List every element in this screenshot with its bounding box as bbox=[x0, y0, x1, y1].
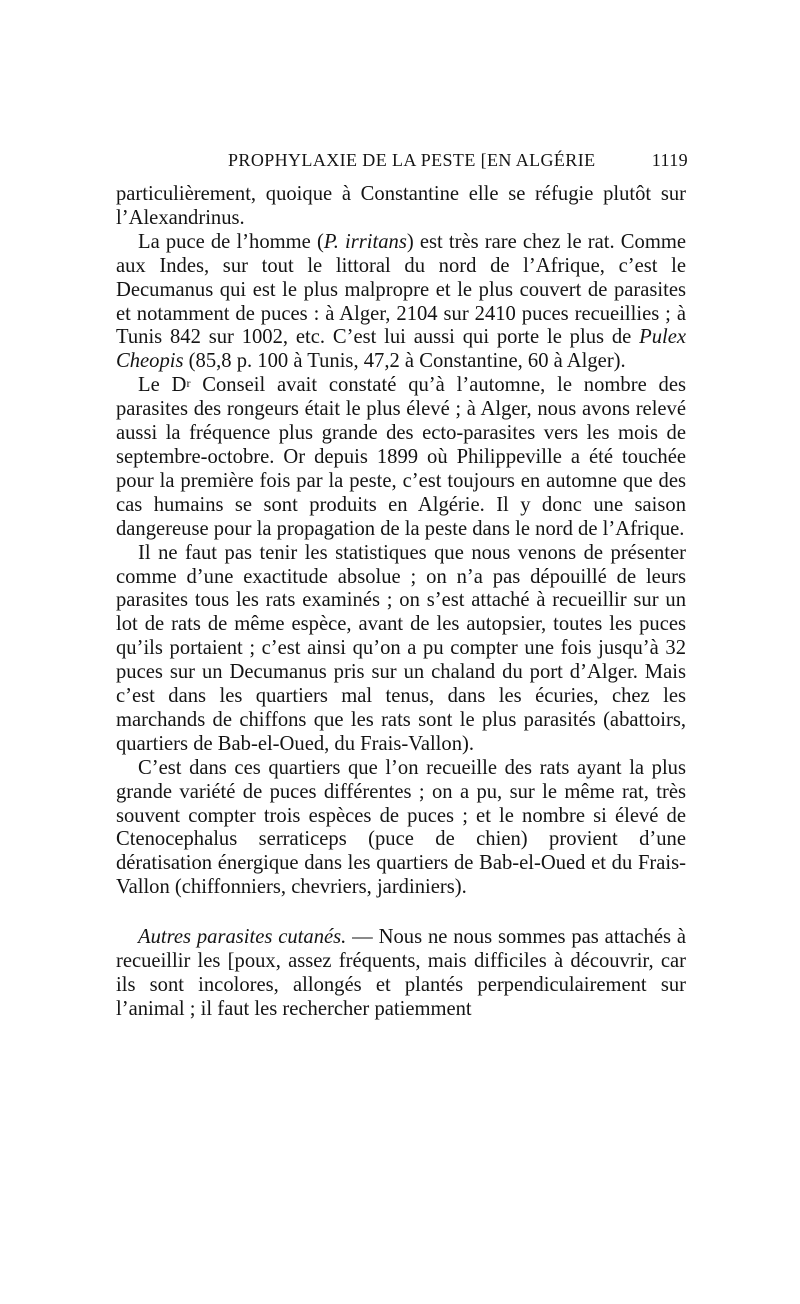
superscript: r bbox=[186, 376, 191, 391]
species-name-italic: Pulex Cheopis bbox=[116, 326, 686, 373]
species-name-italic: P. irritans bbox=[323, 230, 407, 253]
page-number: 1119 bbox=[651, 150, 688, 170]
paragraph-statistiques bbox=[116, 542, 686, 757]
paragraph-text: ) est très rare chez le rat. Comme aux Indes, sur tout le littoral du nord de l’Afrique, c’est le Decumanus qui est le plus malpropre et le plus couvert de parasites et notamment de puces : à Alger, 2104 sur 2410 puces recueillies ; à Tunis 842 sur 1002, etc. C’est lui aussi qui porte le plus de bbox=[116, 230, 686, 349]
paragraph-text: C’est dans ces quartiers que l’on recueille des rats ayant la plus grande variété de puces différentes ; on a pu, sur le même rat, très souvent compter trois espèces de puces ; et le nombre si élevé de Ctenocephalus serraticeps (puce de chien) provient d’une dératisation énergique dans les quartiers de Bab-el-Oued et du Frais-Vallon (chiffonniers, chevriers, jardiniers). bbox=[116, 756, 686, 899]
section-heading-italic: Autres parasites cutanés. bbox=[138, 926, 347, 949]
paragraph-text: particulièrement, quoique à Constantine elle se réfugie plutôt sur l’Alexandrinus. bbox=[116, 183, 686, 229]
paragraph-continuation bbox=[116, 183, 686, 231]
body-text bbox=[116, 183, 686, 1022]
paragraph-text: La puce de l’homme ( bbox=[138, 230, 324, 253]
paragraph-quartiers bbox=[116, 757, 686, 900]
running-title: PROPHYLAXIE DE LA PESTE [EN ALGÉRIE bbox=[228, 150, 596, 170]
paragraph-puce-homme bbox=[116, 231, 686, 374]
paragraph-text: (85,8 p. 100 à Tunis, 47,2 à Constantine, 60 à Alger). bbox=[183, 350, 626, 373]
paragraph-text: — Nous ne nous sommes pas attachés à recueillir les [poux, assez fréquents, mais difficiles à découvrir, car ils sont incolores, allongés et plantés perpendiculairement sur l’animal ; il faut les rechercher patiemment bbox=[116, 926, 686, 1020]
paragraph-conseil bbox=[116, 374, 686, 541]
paragraph-text: Conseil avait constaté qu’à l’automne, le nombre des parasites des rongeurs était le plus élevé ; à Alger, nous avons relevé aussi la fréquence plus grande des ecto-parasites vers les mois de septembre-octobre. Or depuis 1899 où Philippeville a été touchée pour la première fois par la peste, c’est toujours en automne que des cas humains se sont produits en Algérie. Il y donc une saison dangereuse pour la propagation de la peste dans le nord de l’Afrique. bbox=[116, 374, 686, 540]
paragraph-text: Le D bbox=[138, 374, 187, 397]
paragraph-text: Il ne faut pas tenir les statistiques que nous venons de présenter comme d’une exactitude absolue ; on n’a pas dépouillé de leurs parasites tous les rats examinés ; on s’est attaché à recueillir sur un lot de rats de même espèce, avant de les autopsier, toutes les puces qu’ils portaient ; c’est ainsi qu’on a pu compter une fois jusqu’à 32 puces sur un Decumanus pris sur un chaland du port d’Alger. Mais c’est dans les quartiers mal tenus, dans les écuries, chez les marchands de chiffons que les rats sont le plus parasités (abattoirs, quartiers de Bab-el-Oued, du Frais-Vallon). bbox=[116, 541, 686, 755]
paragraph-autres-parasites bbox=[116, 926, 686, 1022]
